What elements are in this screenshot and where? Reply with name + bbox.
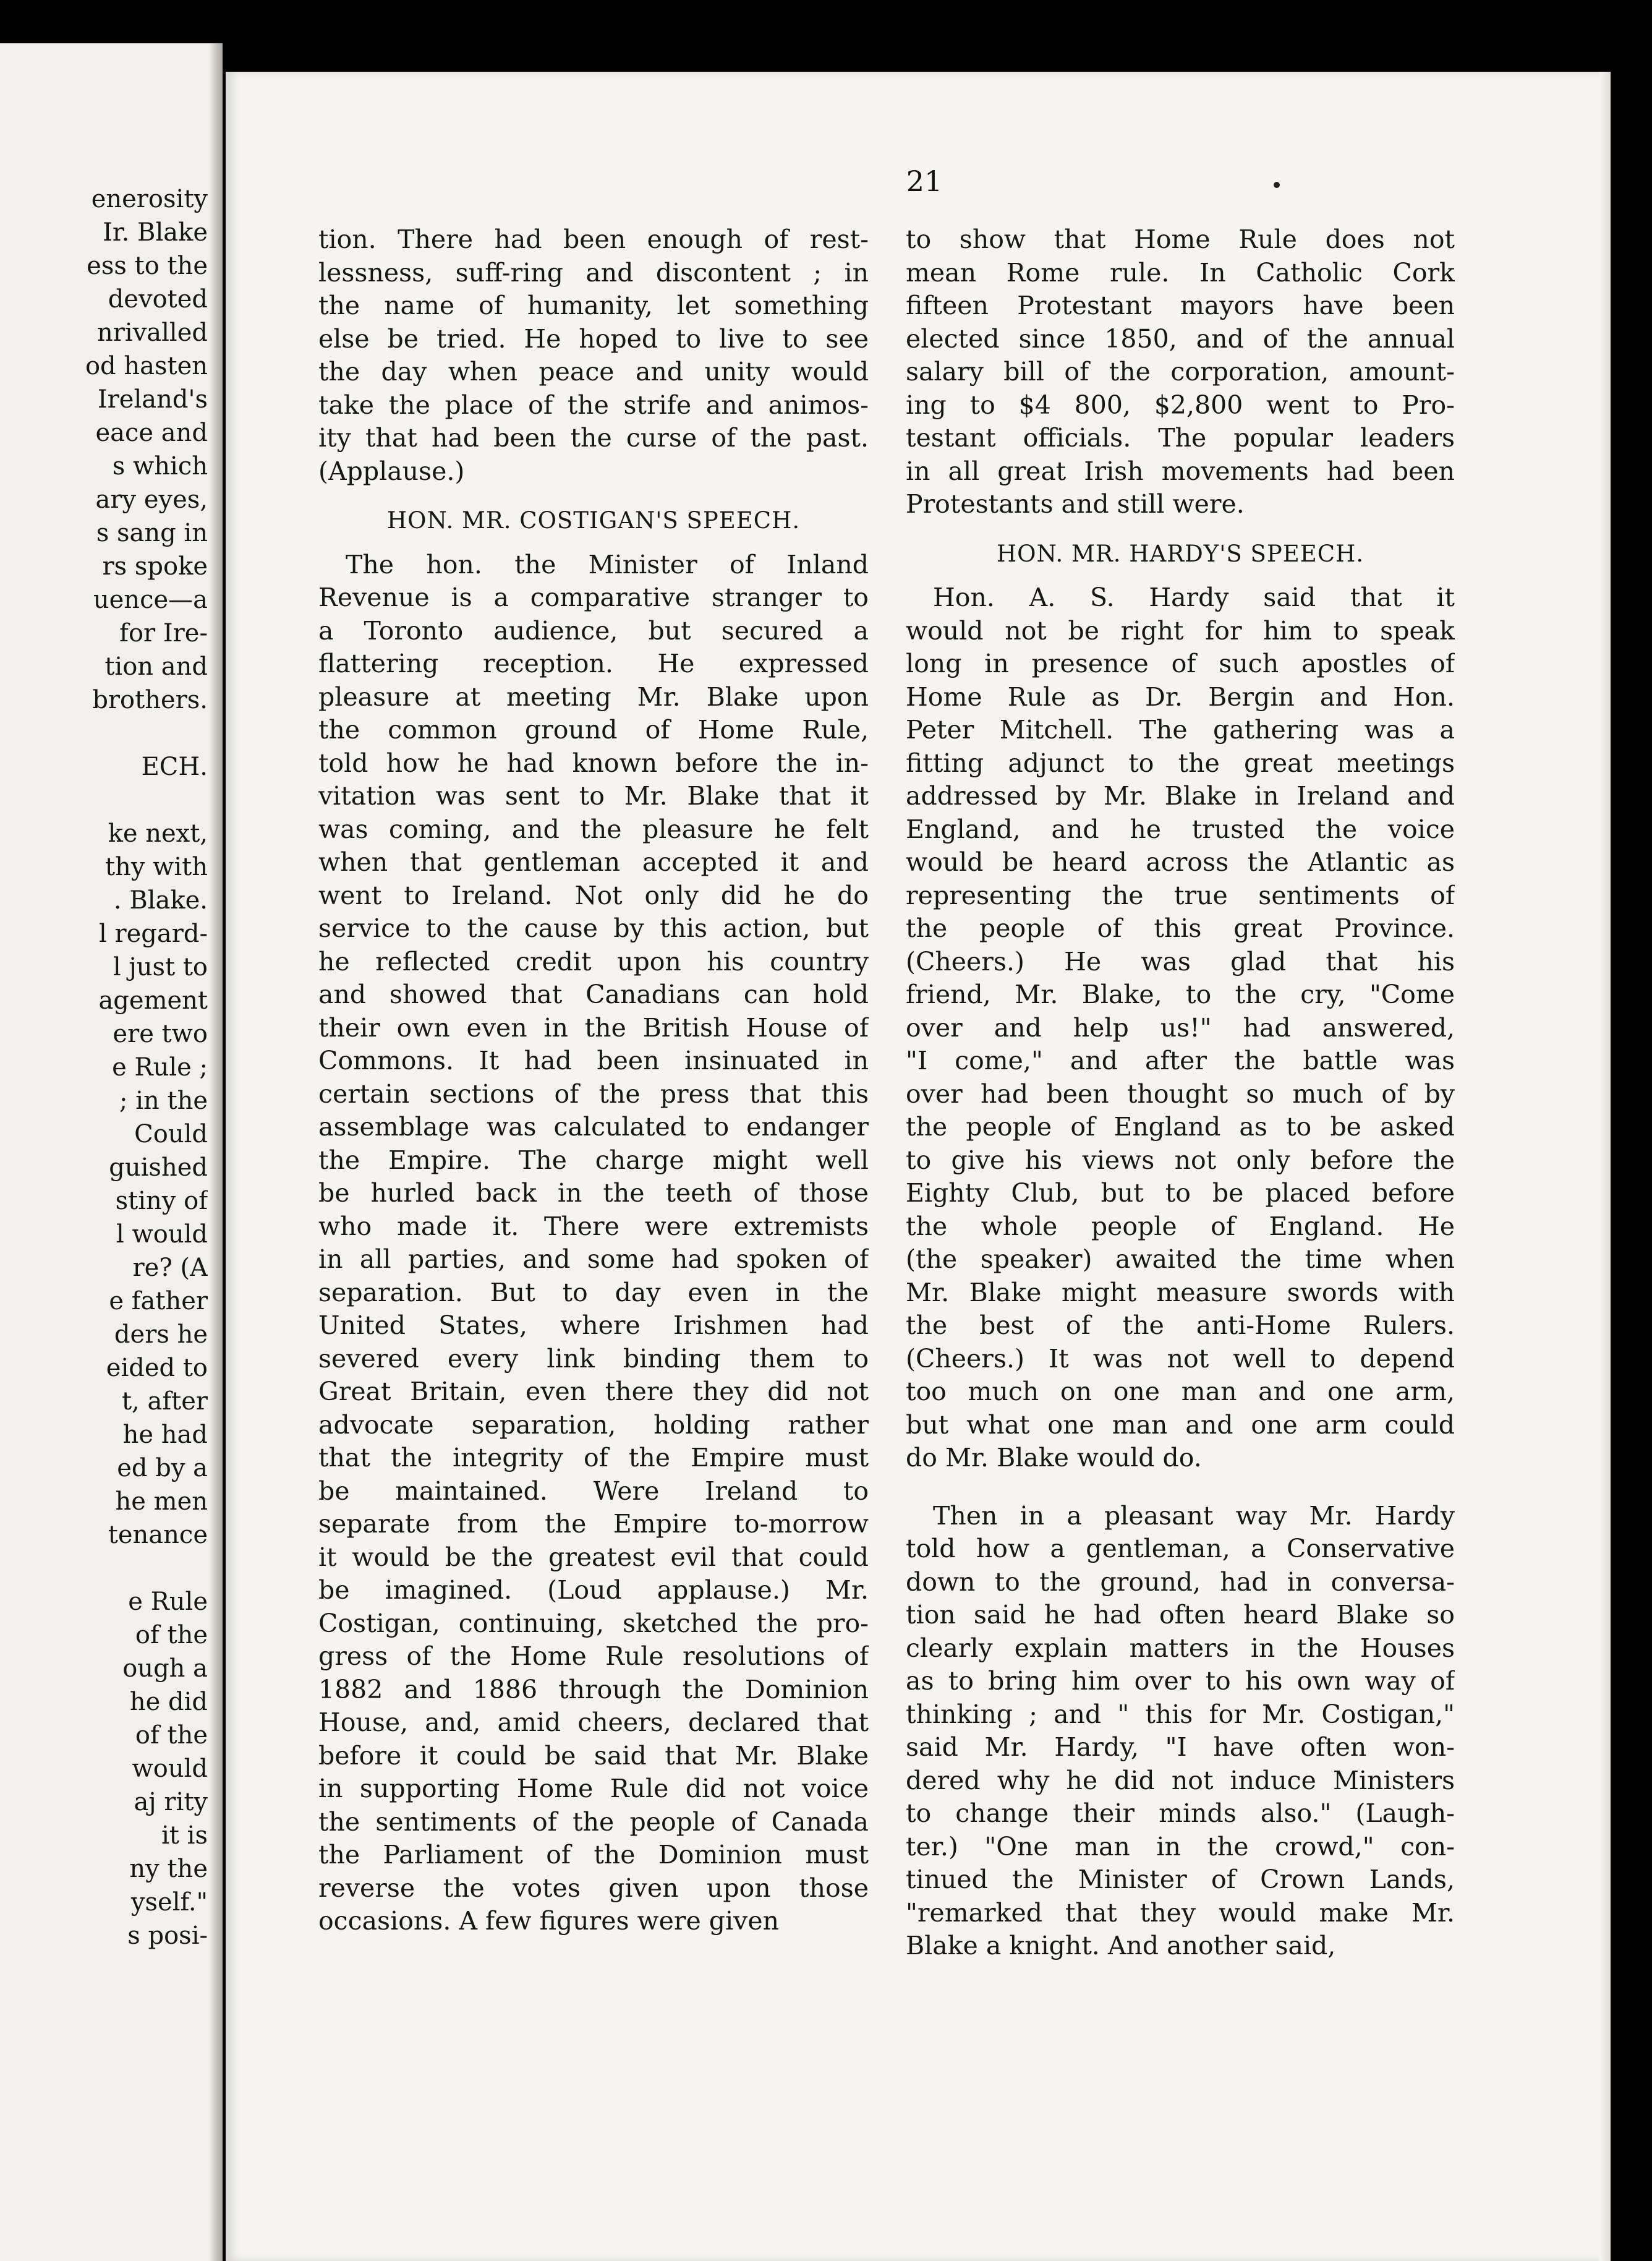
text-line: but what one man and one arm could	[906, 1409, 1455, 1440]
text-line: s which	[112, 452, 208, 481]
text-line: flattering reception. He expressed	[318, 649, 869, 678]
text-line: agement	[98, 986, 208, 1015]
text-line: devoted	[108, 285, 208, 314]
text-line: reverse the votes given upon those	[318, 1873, 869, 1903]
text-line: (Cheers.) He was glad that his	[906, 946, 1455, 977]
text-line: told how he had known before the in-	[318, 748, 869, 778]
text-line: the people of England as to be asked	[906, 1112, 1455, 1142]
text-line: lessness, suff-ring and discontent ; in	[318, 257, 869, 288]
text-line: elected since 1850, and of the annual	[906, 323, 1455, 354]
text-line: was coming, and the pleasure he felt	[318, 814, 869, 844]
text-line: (Cheers.) It was not well to depend	[906, 1343, 1455, 1374]
text-line: tinued the Minister of Crown Lands,	[906, 1865, 1455, 1894]
text-line: ; in the	[119, 1087, 208, 1115]
spacer	[10, 1552, 208, 1585]
text-line: he men	[115, 1487, 208, 1516]
text-line: the sentiments of the people of Canada	[318, 1806, 869, 1837]
text-line: it would be the greatest evil that could	[318, 1542, 869, 1572]
text-line: in all great Irish movements had been	[906, 456, 1455, 486]
spacer	[906, 1475, 1455, 1500]
text-line: ary eyes,	[95, 485, 208, 514]
text-line: the whole people of England. He	[906, 1211, 1455, 1241]
text-line: friend, Mr. Blake, to the cry, "Come	[906, 980, 1455, 1009]
text-line: fitting adjunct to the great meetings	[906, 748, 1455, 778]
text-line: long in presence of such apostles of	[906, 649, 1455, 678]
text-line: to give his views not only before the	[906, 1145, 1455, 1175]
text-line: before it could be said that Mr. Blake	[318, 1740, 869, 1771]
text-line: tenance	[108, 1521, 208, 1549]
text-line: as to bring him over to his own way of	[906, 1666, 1455, 1696]
text-line: e Rule ;	[112, 1053, 208, 1082]
text-line: tion. There had been enough of rest-	[318, 224, 869, 254]
text-line: "I come," and after the battle was	[906, 1046, 1455, 1075]
text-line: The hon. the Minister of Inland	[346, 549, 869, 579]
text-line: rs spoke	[102, 552, 208, 581]
text-line: "remarked that they would make Mr.	[906, 1897, 1455, 1928]
text-line: Mr. Blake might measure swords with	[906, 1277, 1455, 1307]
text-line: he had	[122, 1421, 208, 1449]
section-heading: HON. MR. COSTIGAN'S SPEECH.	[386, 507, 801, 534]
text-line: re? (A	[132, 1254, 208, 1282]
text-line: Hon. A. S. Hardy said that it	[933, 583, 1455, 612]
text-line: do Mr. Blake would do.	[906, 1443, 1202, 1472]
text-line: guished	[109, 1153, 208, 1182]
text-line: Costigan, continuing, sketched the pro-	[318, 1608, 869, 1638]
text-line: thy with	[104, 853, 208, 881]
text-line: occasions. A few figures were given	[318, 1906, 779, 1936]
text-line: Peter Mitchell. The gathering was a	[906, 715, 1455, 745]
text-line: the name of humanity, let something	[318, 291, 869, 320]
column-right	[906, 223, 1455, 1963]
text-line: the Empire. The charge might well	[318, 1145, 869, 1175]
text-line: l regard-	[99, 920, 208, 948]
text-line: who made it. There were extremists	[318, 1211, 869, 1241]
text-line: Ireland's	[97, 385, 208, 414]
text-line: it is	[161, 1821, 208, 1850]
text-line: would be heard across the Atlantic as	[906, 847, 1455, 877]
text-line: eace and	[95, 419, 208, 447]
text-line: told how a gentleman, a Conservative	[906, 1534, 1455, 1563]
text-line: in all parties, and some had spoken of	[318, 1244, 869, 1274]
text-line: brothers.	[92, 686, 208, 714]
text-line: dered why he did not induce Ministers	[906, 1765, 1455, 1795]
text-line: stiny of	[115, 1187, 208, 1215]
text-line: 1882 and 1886 through the Dominion	[318, 1674, 869, 1704]
text-line: e Rule	[128, 1588, 208, 1616]
text-line: uence—a	[93, 586, 208, 614]
text-line: Could	[134, 1120, 208, 1148]
text-line: Revenue is a comparative stranger to	[318, 583, 869, 612]
ink-speck	[1274, 182, 1280, 188]
text-line: he reflected credit upon his country	[318, 946, 869, 977]
text-line: aj rity	[134, 1788, 208, 1816]
text-line: l just to	[113, 953, 208, 981]
text-line: too much on one man and one arm,	[906, 1377, 1455, 1406]
text-line: their own even in the British House of	[318, 1012, 869, 1043]
text-line: pleasure at meeting Mr. Blake upon	[318, 682, 869, 712]
text-line: tion and	[104, 652, 208, 681]
text-line: for Ire-	[119, 619, 208, 648]
page-number: 21	[906, 165, 943, 198]
text-line: to change their minds also." (Laugh-	[906, 1798, 1455, 1828]
text-line: vitation was sent to Mr. Blake that it	[318, 781, 869, 811]
text-line: e father	[109, 1287, 208, 1315]
text-line: gress of the Home Rule resolutions of	[318, 1641, 869, 1671]
text-line: separate from the Empire to-morrow	[318, 1509, 869, 1539]
text-line: nrivalled	[97, 318, 208, 347]
text-line: the common ground of Home Rule,	[318, 715, 869, 745]
text-line: would	[132, 1755, 208, 1783]
text-line: service to the cause by this action, but	[318, 913, 869, 943]
text-line: ed by a	[117, 1454, 208, 1482]
spacer	[10, 717, 208, 750]
facing-page-fragment	[0, 43, 223, 2261]
text-line: yself."	[130, 1888, 208, 1917]
text-line: t, after	[121, 1387, 208, 1416]
text-line: enerosity	[91, 185, 208, 213]
document-page	[226, 72, 1611, 2261]
text-line: fifteen Protestant mayors have been	[906, 291, 1455, 320]
text-line: salary bill of the corporation, amount-	[906, 357, 1455, 387]
text-line: testant officials. The popular leaders	[906, 423, 1455, 453]
text-line: to show that Home Rule does not	[906, 224, 1455, 254]
text-line: down to the ground, had in conversa-	[906, 1566, 1455, 1597]
text-line: over and help us!" had answered,	[906, 1012, 1455, 1043]
text-line: addressed by Mr. Blake in Ireland and	[906, 781, 1455, 811]
text-line: ere two	[113, 1020, 208, 1048]
text-line: representing the true sentiments of	[906, 880, 1455, 910]
text-line: ity that had been the curse of the past.	[318, 423, 869, 453]
text-line: Ir. Blake	[103, 218, 208, 247]
text-line: Great Britain, even there they did not	[318, 1377, 869, 1406]
text-line: . Blake.	[113, 886, 208, 915]
text-line: ders he	[114, 1320, 208, 1349]
text-line: ter.) "One man in the crowd," con-	[906, 1831, 1455, 1861]
text-line: over had been thought so much of by	[906, 1079, 1455, 1109]
text-line: separation. But to day even in the	[318, 1277, 869, 1307]
text-line: be imagined. (Loud applause.) Mr.	[318, 1575, 869, 1605]
text-line: Commons. It had been insinuated in	[318, 1046, 869, 1075]
text-line: ough a	[122, 1654, 208, 1683]
column-left	[318, 223, 869, 1938]
text-line: the Parliament of the Dominion must	[318, 1840, 869, 1870]
text-line: in supporting Home Rule did not voice	[318, 1774, 869, 1803]
text-line: the best of the anti-Home Rulers.	[906, 1310, 1455, 1340]
text-line: when that gentleman accepted it and	[318, 847, 869, 877]
text-line: a Toronto audience, but secured a	[318, 615, 869, 646]
text-line: the day when peace and unity would	[318, 357, 869, 387]
text-line: (the speaker) awaited the time when	[906, 1244, 1455, 1274]
text-line: would not be right for him to speak	[906, 615, 1455, 646]
text-line: Protestants and still were.	[906, 489, 1245, 519]
section-heading: HON. MR. HARDY'S SPEECH.	[996, 540, 1365, 567]
text-line: clearly explain matters in the Houses	[906, 1633, 1455, 1663]
text-line: ny the	[129, 1855, 208, 1883]
text-line: take the place of the strife and animos-	[318, 390, 869, 420]
text-line: of the	[135, 1621, 208, 1649]
text-line: said Mr. Hardy, "I have often won-	[906, 1732, 1455, 1762]
text-line: s posi-	[127, 1921, 208, 1950]
page-edge-shadow	[1599, 72, 1611, 2261]
text-line: (Applause.)	[318, 456, 465, 486]
text-line: ke next,	[108, 819, 208, 848]
text-line: advocate separation, holding rather	[318, 1409, 869, 1440]
text-line: mean Rome rule. In Catholic Cork	[906, 257, 1455, 288]
section-heading: ECH.	[141, 753, 208, 781]
text-line: l would	[116, 1220, 208, 1249]
spacer	[10, 784, 208, 817]
text-line: s sang in	[96, 519, 208, 547]
text-line: ess to the	[87, 252, 208, 280]
text-line: Then in a pleasant way Mr. Hardy	[933, 1500, 1455, 1531]
facing-page-text	[10, 182, 208, 1952]
text-line: of the	[135, 1721, 208, 1750]
text-line: else be tried. He hoped to live to see	[318, 323, 869, 354]
text-line: Home Rule as Dr. Bergin and Hon.	[906, 682, 1455, 712]
text-line: tion said he had often heard Blake so	[906, 1600, 1455, 1630]
text-line: went to Ireland. Not only did he do	[318, 880, 869, 910]
text-line: ing to $4 800, $2,800 went to Pro-	[906, 390, 1455, 420]
text-line: United States, where Irishmen had	[318, 1310, 869, 1340]
text-line: and showed that Canadians can hold	[318, 980, 869, 1009]
text-line: od hasten	[85, 352, 208, 380]
text-line: that the integrity of the Empire must	[318, 1443, 869, 1472]
text-line: assemblage was calculated to endanger	[318, 1112, 869, 1142]
text-line: certain sections of the press that this	[318, 1079, 869, 1109]
text-line: eided to	[106, 1354, 208, 1382]
text-line: the people of this great Province.	[906, 913, 1455, 943]
text-line: he did	[129, 1688, 208, 1716]
text-line: House, and, amid cheers, declared that	[318, 1708, 869, 1737]
text-line: be maintained. Were Ireland to	[318, 1476, 869, 1506]
text-line: thinking ; and " this for Mr. Costigan,"	[906, 1699, 1455, 1729]
text-line: England, and he trusted the voice	[906, 814, 1455, 844]
text-line: Blake a knight. And another said,	[906, 1931, 1336, 1960]
page-fold-shadow	[209, 43, 223, 2261]
text-line: Eighty Club, but to be placed before	[906, 1178, 1455, 1208]
text-line: severed every link binding them to	[318, 1343, 869, 1374]
text-line: be hurled back in the teeth of those	[318, 1178, 869, 1208]
